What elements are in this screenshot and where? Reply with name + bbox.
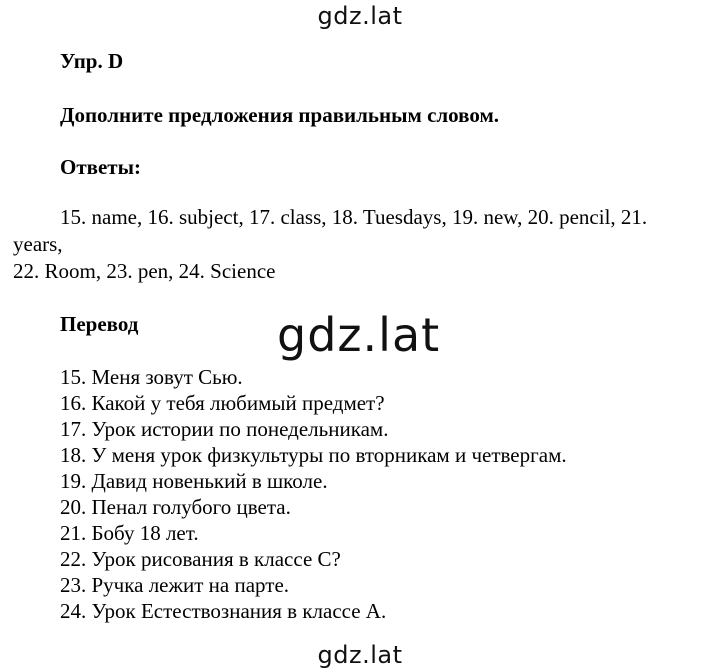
translation-heading: Перевод [60, 312, 139, 336]
translation-item: 17. Урок истории по понедельникам. [60, 417, 389, 441]
answers-line: years, [13, 232, 63, 256]
translation-item: 18. У меня урок физкультуры по вторникам и четвергам. [60, 443, 567, 467]
translation-item: 22. Урок рисования в классе С? [60, 547, 341, 571]
translation-item: 23. Ручка лежит на парте. [60, 573, 290, 597]
answers-heading: Ответы: [60, 155, 142, 179]
watermark-bottom: gdz.lat [317, 641, 403, 669]
answers-line: 15. name, 16. subject, 17. class, 18. Tuesdays, 19. new, 20. pencil, 21. [60, 205, 648, 229]
answers-text [13, 204, 693, 285]
translation-list [60, 364, 567, 624]
translation-item: 24. Урок Естествознания в классе А. [60, 599, 387, 623]
translation-item: 16. Какой у тебя любимый предмет? [60, 391, 385, 415]
translation-item: 21. Бобу 18 лет. [60, 521, 199, 545]
watermark-middle: gdz.lat [277, 308, 441, 362]
task-instruction: Дополните предложения правильным словом. [60, 103, 500, 127]
exercise-title: Упр. D [60, 49, 124, 73]
watermark-top: gdz.lat [317, 2, 403, 30]
translation-item: 20. Пенал голубого цвета. [60, 495, 291, 519]
translation-item: 15. Меня зовут Сью. [60, 365, 243, 389]
translation-item: 19. Давид новенький в школе. [60, 469, 328, 493]
answers-line: 22. Room, 23. pen, 24. Science [13, 259, 276, 283]
